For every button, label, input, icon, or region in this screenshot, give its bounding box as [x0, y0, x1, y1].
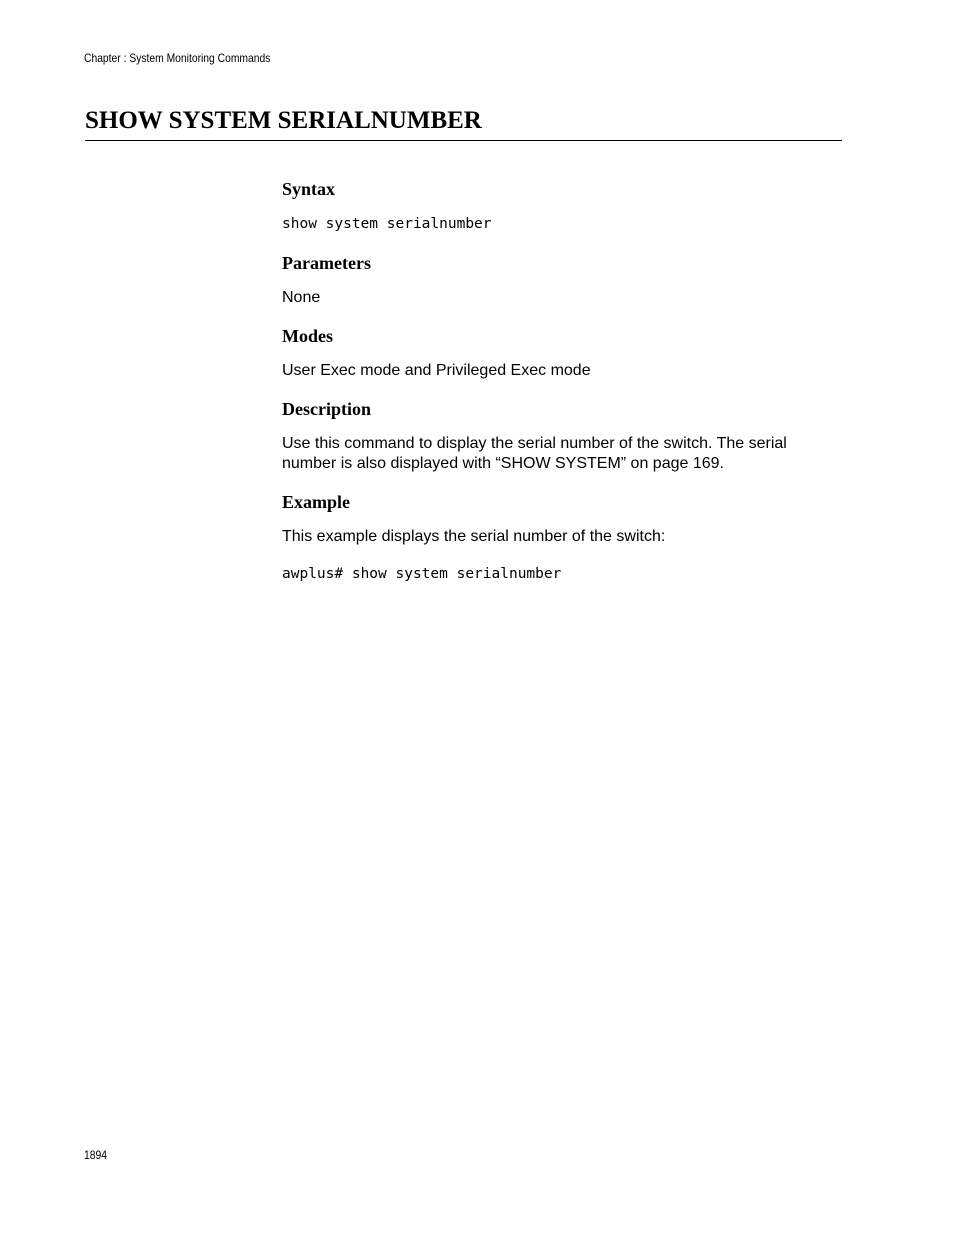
modes-text: User Exec mode and Privileged Exec mode — [282, 362, 591, 379]
example-section — [282, 491, 842, 584]
example-heading: Example — [282, 492, 351, 512]
description-line-2: number is also displayed with “SHOW SYSTEM” on page 169. — [282, 455, 724, 472]
example-code: awplus# show system serialnumber — [282, 566, 562, 582]
syntax-heading: Syntax — [282, 179, 336, 199]
page-title: SHOW SYSTEM SERIALNUMBER — [85, 106, 842, 141]
modes-heading: Modes — [282, 326, 333, 346]
syntax-code: show system serialnumber — [282, 216, 492, 232]
parameters-section — [282, 252, 842, 308]
page-number: 1894 — [84, 1148, 107, 1162]
parameters-text: None — [282, 289, 321, 306]
description-heading: Description — [282, 399, 371, 419]
parameters-heading: Parameters — [282, 253, 371, 273]
description-line-1: Use this command to display the serial number of the switch. The serial — [282, 435, 787, 452]
description-section — [282, 398, 842, 474]
modes-section — [282, 325, 842, 381]
example-text: This example displays the serial number of the switch: — [282, 528, 666, 545]
running-header: Chapter : System Monitoring Commands — [84, 51, 271, 65]
content-body — [282, 178, 842, 602]
syntax-section — [282, 178, 842, 234]
description-text — [282, 434, 842, 474]
